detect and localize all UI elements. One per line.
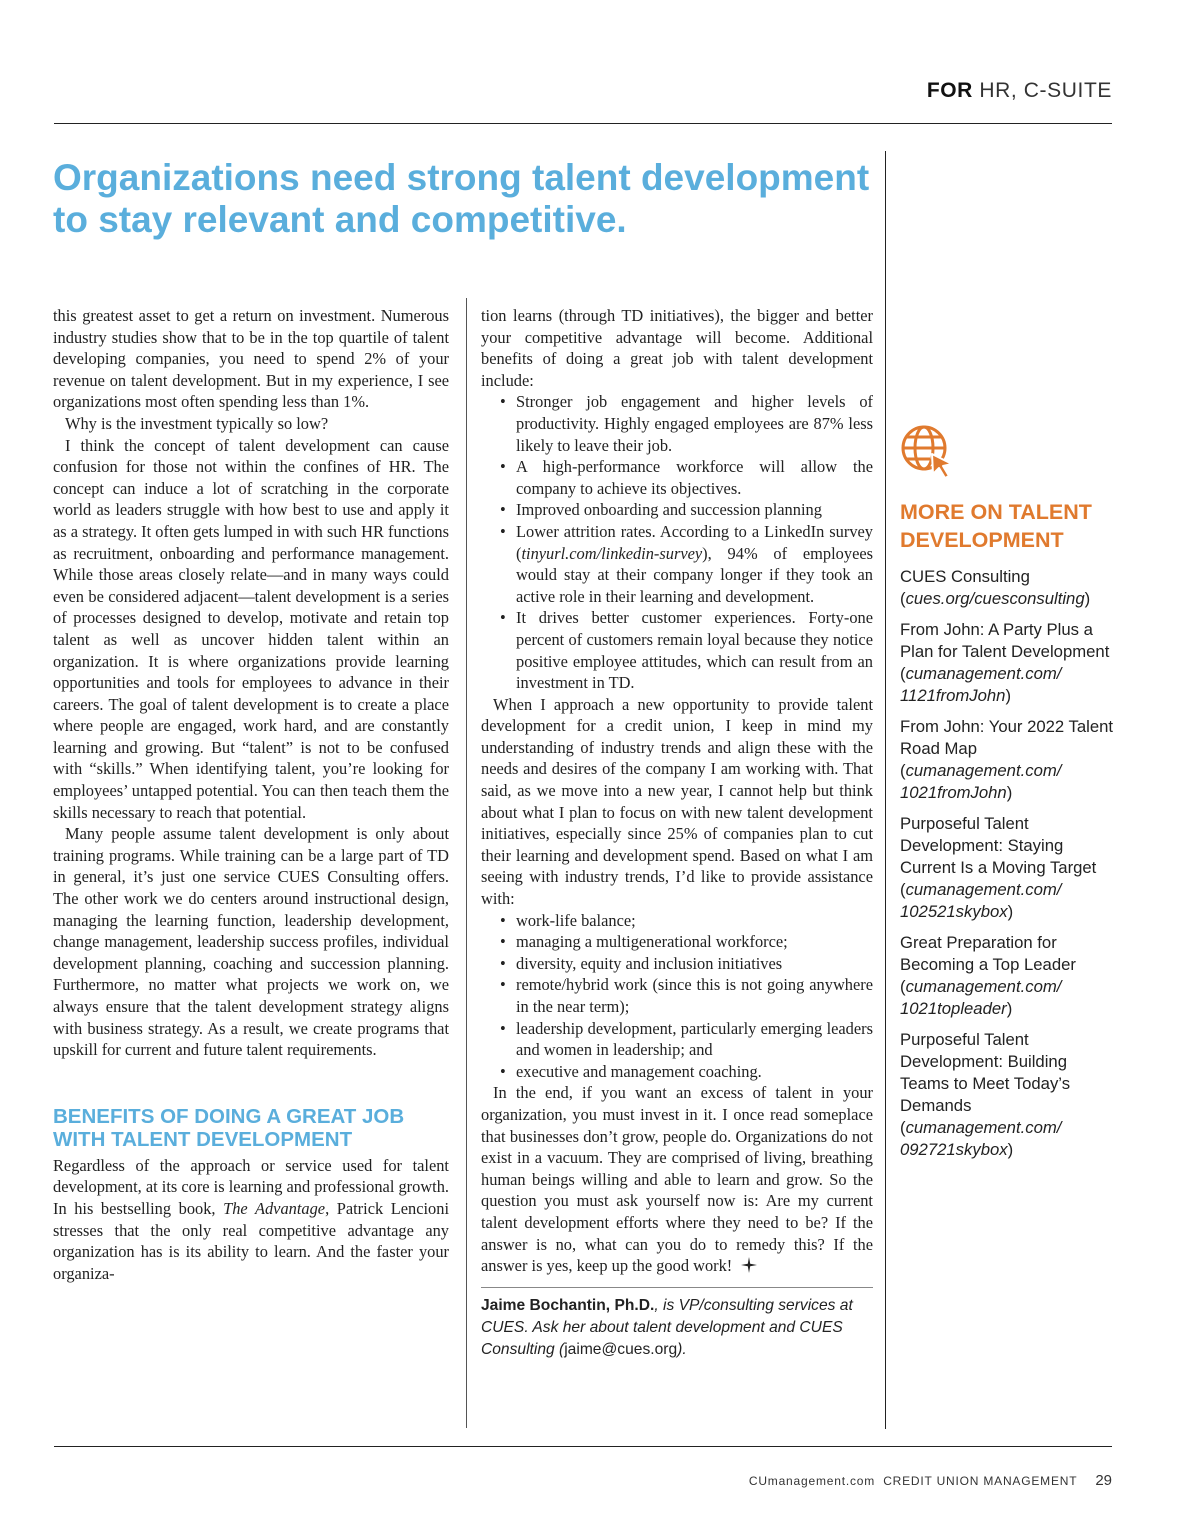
- paragraph: this greatest asset to get a return on investment. Numerous industry studies show that to be in the top quartile of talent developing companies, you need to spend 2% of your revenue on talent development. But in my experience, I see organizations most often spending less than 1%.: [53, 306, 449, 412]
- section-tag: [927, 79, 1112, 103]
- related-link-title: From John: Your 2022 Talent Road Map: [900, 717, 1114, 758]
- related-link-url[interactable]: cumanagement.com/ 092721skybox: [900, 1118, 1062, 1159]
- headline-line-1: Organizations need strong talent development: [53, 157, 870, 198]
- bottom-rule: [54, 1446, 1112, 1447]
- author-bio: [481, 1287, 873, 1361]
- article-column-1: [53, 305, 449, 1284]
- related-link[interactable]: From John: Your 2022 Talent Road Map (cumanagement.com/ 1021fromJohn): [900, 717, 1114, 802]
- related-link-title: Great Preparation for Becoming a Top Leader: [900, 933, 1076, 974]
- related-link[interactable]: From John: A Party Plus a Plan for Talent Development (cumanagement.com/ 1121fromJohn): [900, 620, 1110, 705]
- end-mark-icon: [740, 1256, 758, 1274]
- column-divider: [466, 298, 467, 1428]
- page-footer: [749, 1472, 1112, 1489]
- text-run: In the end, if you want an excess of talent in your organization, you must invest in it. I once read someplace that businesses don’t grow, people do. Organizations do not exist in a vacuum. They are comprised of living, breathing human beings willing and able to learn and grow. So the question you must ask yourself now is: Are my current talent development efforts where they need to be? If the answer is no, what can you do to remedy this? If the answer is yes, keep up the good work!: [481, 1083, 873, 1276]
- related-link-title: From John: A Party Plus a Plan for Talent Development: [900, 620, 1110, 661]
- related-link-title: Purposeful Talent Development: Building Teams to Meet Today’s Demands: [900, 1030, 1071, 1115]
- text-run: Regardless of the approach or service used for talent development, at its core is learning and professional growth. In his bestselling book,: [53, 1155, 450, 1218]
- footer-publication: CREDIT UNION MANAGEMENT: [883, 1474, 1078, 1488]
- related-link[interactable]: Great Preparation for Becoming a Top Leader (cumanagement.com/ 1021topleader): [900, 933, 1076, 1018]
- paragraph: [481, 1082, 873, 1276]
- headline-line-2: to stay relevant and competitive.: [53, 199, 627, 240]
- text-run: , Patrick Lencioni stresses that the only real competitive advantage any organization has is its ability to learn. And the faster your organiza-: [53, 1198, 449, 1283]
- list-item: • Stronger job engagement and higher levels of productivity. Highly engaged employees are 87% less likely to leave their job.: [516, 391, 873, 456]
- paragraph: Why is the investment typically so low?: [65, 413, 329, 433]
- sidebar-more-on-talent: [900, 424, 1120, 1170]
- section-tag-rest: HR, C-SUITE: [979, 79, 1112, 102]
- list-item: • diversity, equity and inclusion initiatives: [516, 953, 873, 975]
- text-run: ).: [677, 1340, 687, 1358]
- list-item: • remote/hybrid work (since this is not going anywhere in the near term);: [516, 974, 873, 1017]
- article-column-2: [481, 305, 873, 1361]
- paragraph: When I approach a new opportunity to provide talent development for a credit union, I keep in mind my understanding of industry trends and align these with the needs and desires of the company I am working with. That said, as we move into a new year, I cannot help but think about what I plan to focus on with new talent development initiatives, especially since 25% of companies plan to cut their learning and development spend. Based on what I am seeing with industry trends, I’d like to provide assistance with:: [481, 694, 873, 909]
- related-link[interactable]: Purposeful Talent Development: Building Teams to Meet Today’s Demands (cumanagement.com/ 092721skybox): [900, 1030, 1071, 1159]
- page-number: 29: [1095, 1472, 1112, 1489]
- page-headline: [53, 157, 873, 241]
- text-run: ), 94% of employees would stay at their company longer if they took an active role in their learning and development.: [516, 543, 873, 606]
- related-link-title: CUES Consulting: [900, 567, 1030, 586]
- text-run: Lower attrition rates. According to a LinkedIn survey (: [516, 521, 873, 563]
- author-name: Jaime Bochantin, Ph.D.: [481, 1296, 655, 1314]
- related-link-url[interactable]: cues.org/cuesconsulting: [905, 589, 1085, 608]
- related-link-url[interactable]: cumanagement.com/ 102521skybox: [900, 880, 1062, 921]
- sidebar-divider: [885, 151, 886, 1429]
- book-title: The Advantage: [223, 1198, 326, 1218]
- globe-cursor-icon: [900, 424, 956, 480]
- section-subhead: BENEFITS OF DOING A GREAT JOB WITH TALENT DEVELOPMENT: [53, 1104, 405, 1151]
- list-item: • managing a multigenerational workforce;: [516, 931, 873, 953]
- related-link[interactable]: CUES Consulting (cues.org/cuesconsulting): [900, 567, 1091, 608]
- list-item: • It drives better customer experiences. Forty-one percent of customers remain loyal because they notice positive employee attitudes, which can result from an investment in TD.: [516, 607, 873, 693]
- related-link-title: Purposeful Talent Development: Staying Current Is a Moving Target: [900, 814, 1097, 877]
- list-item: [516, 521, 873, 607]
- list-item: • work-life balance;: [516, 910, 873, 932]
- list-item: • A high-performance workforce will allow the company to achieve its objectives.: [516, 456, 873, 499]
- list-item: • Improved onboarding and succession planning: [516, 499, 873, 521]
- assistance-list: [481, 910, 873, 1083]
- related-link[interactable]: Purposeful Talent Development: Staying Current Is a Moving Target (cumanagement.com/ 102521skybox): [900, 814, 1097, 921]
- paragraph: Many people assume talent development is only about training programs. While training can be a large part of TD in general, it’s just one service CUES Consulting offers. The other work we do centers around instructional design, managing the learning function, leadership development, change management, leadership success profiles, individual development planning, coaching and succession planning. Furthermore, no matter what projects we work on, we always ensure that the talent development strategy aligns with business strategy. As a result, we create programs that upskill for current and future talent requirements.: [53, 824, 449, 1060]
- top-rule: [54, 123, 1112, 124]
- related-link-url[interactable]: cumanagement.com/ 1021fromJohn: [900, 761, 1062, 802]
- related-link-url[interactable]: cumanagement.com/ 1121fromJohn: [900, 664, 1062, 705]
- survey-link[interactable]: tinyurl.com/linkedin-survey: [521, 543, 703, 563]
- author-email[interactable]: jaime@cues.org: [564, 1340, 678, 1358]
- paragraph: I think the concept of talent development can cause confusion for those not within the confines of HR. The concept can induce a lot of scratching in the corporate world as leaders struggle with how best to use and apply it as a strategy. It often gets lumped in with such HR functions as recruitment, onboarding and performance management. While those areas closely relate—and in many ways could even be considered adjacent—talent development is a series of processes designed to develop, motivate and retain top talent as well as uncover hidden talent within an organization. It is where organizations provide learning opportunities and tools for employees to advance in their careers. The goal of talent development is to create a place where people are engaged, work hard, and are constantly learning and growing. But “talent” is not to be confused with “skills.” When identifying talent, you’re looking for employees’ untapped potential. You can then teach them the skills necessary to reach that potential.: [53, 435, 449, 822]
- benefits-list: [481, 391, 873, 693]
- paragraph: [53, 1155, 449, 1285]
- paragraph: tion learns (through TD initiatives), the bigger and better your competitive advantage will become. Additional benefits of doing a great job with talent development include:: [481, 306, 873, 390]
- sidebar-title: MORE ON TALENT DEVELOPMENT: [900, 500, 1092, 552]
- text-run: , is VP/consulting services at CUES. Ask her about talent development and CUES Consulting (: [481, 1296, 853, 1358]
- related-link-url[interactable]: cumanagement.com/ 1021topleader: [900, 977, 1062, 1018]
- list-item: • executive and management coaching.: [516, 1061, 873, 1083]
- section-tag-bold: FOR: [926, 79, 973, 102]
- list-item: • leadership development, particularly emerging leaders and women in leadership; and: [516, 1018, 873, 1061]
- footer-site: CUmanagement.com: [748, 1474, 876, 1488]
